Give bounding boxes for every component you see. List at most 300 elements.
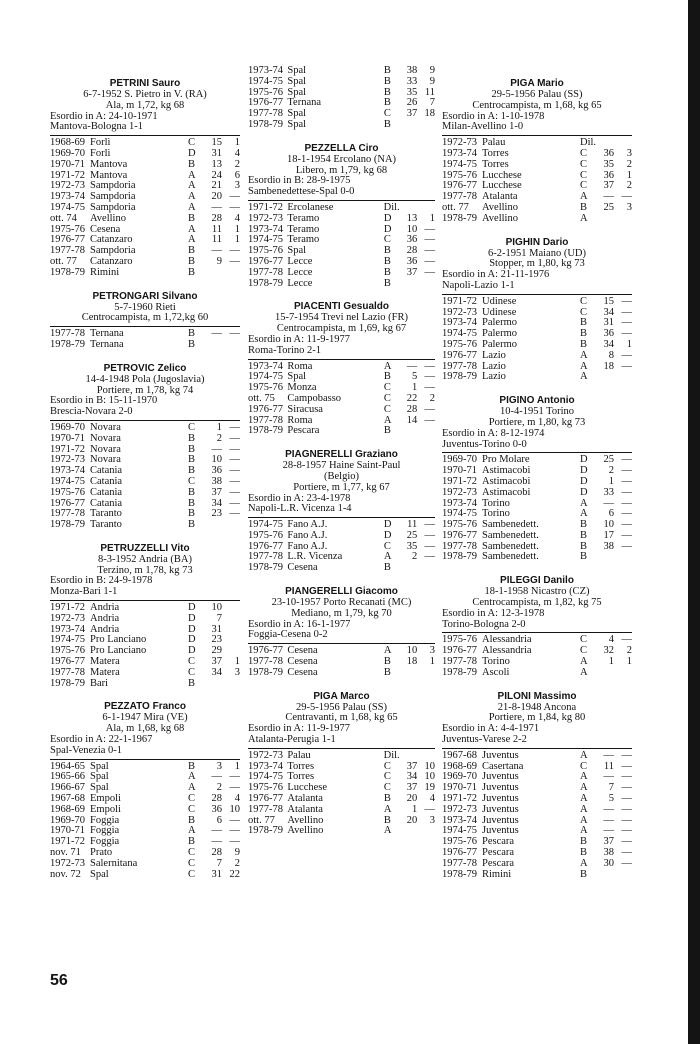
team-name: Teramo [287,235,320,246]
team-name: Rimini [482,869,512,880]
goals: — [424,540,436,552]
debut-line: Juventus-Varese 2-2 [442,734,527,746]
appearances: 23 [211,634,222,646]
season-row [442,870,632,881]
season-year: 1973-74 [50,465,85,477]
appearances: 1 [608,656,614,668]
series: A [580,749,588,761]
season-year: 1974-75 [50,475,85,487]
divider [248,359,435,360]
season-row [50,859,240,870]
goals: 3 [626,201,632,213]
debut-line: Esordio in B: 15-11-1970 [50,395,158,407]
series: A [188,191,196,203]
season-year: 1978-79 [50,677,85,689]
team-name: Novara [90,444,121,455]
team-name: Matera [90,667,120,678]
appearances: — [211,825,222,837]
season-year: 1976-77 [442,349,477,361]
team-name: Lucchese [482,170,522,181]
appearances: 37 [603,180,614,192]
appearances: 36 [406,255,418,267]
season-year: 1968-69 [50,137,85,149]
season-row [50,870,240,881]
season-year: 1972-73 [442,486,477,498]
player-info: Portiere, m 1,77, kg 67 [293,481,390,493]
team-name: Spal [90,783,109,794]
series: D [383,223,392,235]
goals: — [229,443,240,455]
goals: — [621,634,632,646]
player-info: Centrocampista, m 1,82, kg 75 [472,597,602,609]
team-name: Campobasso [287,393,342,404]
appearances [204,520,222,531]
appearances: 37 [211,486,222,498]
player-name: PIGA Mario [510,78,564,89]
player-info: 14-4-1948 Pola (Jugoslavia) [85,373,205,385]
team-name: Atalanta [482,192,518,203]
series: B [580,836,588,848]
goals: — [621,486,632,498]
team-name: Pro Molare [482,455,530,466]
goals: — [229,255,240,267]
team-name: Lecce [287,267,313,278]
series: B [188,486,196,498]
season-row [50,160,240,171]
appearances: 2 [608,465,614,477]
appearances: 22 [406,392,418,404]
goals: — [621,857,632,869]
series: B [188,432,196,444]
appearances: 29 [211,645,222,657]
team-name: Juventus [482,826,519,837]
series: A [383,414,392,426]
debut-line: Napoli-Lazio 1-1 [442,279,515,291]
team-name: Novara [90,422,121,433]
goals: — [621,465,632,477]
series: D [188,645,196,657]
series: B [383,814,391,826]
goals: — [424,371,436,383]
season-year: 1972-73 [50,857,85,869]
season-year: ott. 77 [442,201,469,213]
season-year: 1977-78 [248,266,283,278]
team-name: Fano A.J. [287,530,328,541]
appearances [400,279,418,290]
player-entry [248,691,435,838]
team-name: Spal [287,109,307,120]
season-year: 1971-72 [50,602,85,614]
series: A [188,825,196,837]
appearances: 20 [406,814,418,826]
series: B [188,454,196,466]
team-name: Mantova [90,159,128,170]
series: A [188,771,196,783]
goals: — [229,771,240,783]
season-year: 1978-79 [248,562,283,574]
team-name: Atalanta [287,794,323,805]
season-row [50,488,240,499]
season-year: 1978-79 [442,212,477,224]
goals: 2 [626,158,632,170]
season-year: 1972-73 [50,612,85,624]
season-year: 1972-73 [50,180,85,192]
season-year: 1977-78 [248,551,283,563]
player-info: 6-2-1951 Maiano (UD) [488,247,586,259]
debut-line: Juventus-Torino 0-0 [442,438,527,450]
season-row [442,297,632,308]
series: B [383,793,391,805]
season-year: 1975-76 [50,486,85,498]
season-year: 1978-79 [442,868,477,880]
goals [417,563,435,574]
team-name: Andria [90,603,120,614]
series: B [383,425,391,437]
player-name: PEZZELLA Ciro [304,142,379,154]
team-name: Cesena [287,563,318,574]
appearances: — [211,771,222,783]
season-year: 1970-71 [50,158,85,170]
series: A [580,857,588,869]
season-year: 1977-78 [50,508,85,520]
appearances: 25 [406,529,418,541]
season-year: 1972-73 [50,454,85,466]
team-name: Catania [90,487,123,498]
divider [50,135,240,136]
column-3 [442,66,632,880]
series: A [188,782,196,794]
goals: — [621,475,632,487]
team-name: Torres [482,159,509,170]
team-name: Cesena [287,646,318,657]
appearances [596,372,614,383]
page-edge [688,0,700,1044]
series: D [188,634,196,646]
goals: 3 [234,666,240,678]
player-info: Ala, m 1,68, kg 68 [105,723,185,735]
appearances: 31 [211,868,222,880]
player-info: Portiere, m 1,80, kg 73 [488,416,586,428]
appearances: 36 [211,465,222,477]
season-row [50,268,240,279]
series: A [188,201,196,213]
appearances: 28 [406,245,418,257]
goals: 11 [424,86,436,98]
player-name: PIGINO Antonio [499,395,575,407]
series: B [580,328,588,340]
goals: — [424,266,436,278]
season-year: 1976-77 [442,645,477,657]
goals: 18 [424,108,436,120]
series: Dil. [580,137,597,149]
season-row [248,668,435,679]
appearances: 1 [608,475,614,487]
team-name: Spal [287,246,307,257]
goals: — [621,306,632,318]
goals: — [621,814,632,826]
goals: 3 [234,180,240,192]
team-name: Ternana [90,329,124,340]
season-year: 1975-76 [50,223,85,235]
goals: — [229,508,240,520]
team-name: Andria [90,624,120,635]
season-year: 1977-78 [442,191,477,203]
debut-line: Milan-Avellino 1-0 [442,121,524,133]
appearances [400,426,418,437]
goals: — [621,836,632,848]
appearances: 10 [406,223,418,235]
appearances: 30 [603,857,614,869]
divider [442,748,632,749]
season-year: 1968-69 [442,760,477,772]
team-name: Avellino [90,213,126,224]
appearances: 10 [406,645,418,657]
goals: — [229,475,240,487]
series: D [383,519,392,531]
appearances: 5 [412,371,418,383]
season-row [248,268,435,279]
season-year: 1973-74 [442,497,477,509]
series: B [188,328,196,340]
appearances: 10 [211,602,222,614]
player-entry [442,575,632,678]
season-year: 1969-70 [50,814,85,826]
appearances [596,870,614,881]
team-name: Andria [90,613,120,624]
goals: — [621,519,632,531]
season-year: 1975-76 [248,382,283,394]
appearances: 36 [211,803,222,815]
season-year: 1974-75 [442,825,477,837]
team-name: Udinese [482,307,517,318]
season-row [442,805,632,816]
divider [442,135,632,136]
series: C [580,158,588,170]
appearances: — [603,191,614,203]
season-year: 1971-72 [50,836,85,848]
goals [222,614,240,625]
appearances: 11 [407,519,418,531]
series: D [580,454,588,466]
appearances: 13 [406,212,418,224]
series: C [188,857,196,869]
goals: 9 [234,847,240,859]
player-info: 15-7-1954 Trevi nel Lazio (FR) [275,312,408,324]
season-year: 1978-79 [248,118,283,130]
player-info: Mediano, m 1,79, kg 70 [291,607,392,619]
series: D [188,623,196,635]
season-year: 1969-70 [442,771,477,783]
goals [417,426,435,437]
series: A [580,782,588,794]
series: D [580,465,588,477]
series: C [188,793,196,805]
team-name: Palermo [482,318,517,329]
team-name: Empoli [90,794,121,805]
debut-line: Esordio in A: 23-4-1978 [248,492,351,504]
season-year: 1968-69 [50,803,85,815]
appearances: 34 [603,306,614,318]
team-name: Torino [482,657,510,668]
appearances: 38 [603,847,614,859]
team-name: Torres [287,761,315,772]
goals: 1 [234,223,240,235]
player-info: 18-1-1958 Nicastro (CZ) [484,586,590,598]
season-row [248,214,435,225]
appearances: 36 [603,147,614,159]
appearances: 34 [211,497,222,509]
season-year: 1977-78 [50,328,85,340]
appearances: 1 [412,803,418,815]
team-name: Fano A.J. [287,541,328,552]
season-year: 1977-78 [248,656,283,668]
debut-line: Roma-Torino 2-1 [248,344,322,356]
season-year: 1977-78 [442,857,477,869]
appearances: 20 [211,191,222,203]
divider [442,632,632,633]
appearances: 38 [603,540,614,552]
goals: — [424,403,436,415]
season-year: nov. 72 [50,868,81,880]
player-info: Portiere, m 1,84, kg 80 [488,712,586,724]
season-year: 1978-79 [248,666,283,678]
series: C [383,392,391,404]
goals: 9 [429,75,436,87]
season-row [248,279,435,290]
series: B [188,836,196,848]
season-year: 1973-74 [248,65,283,76]
divider [50,326,240,327]
appearances: 5 [608,793,614,805]
series: B [188,519,196,531]
team-name: Teramo [287,213,320,224]
team-name: Pescara [482,858,515,869]
season-year: 1973-74 [248,223,283,235]
team-name: Lazio [482,372,506,383]
debut-line: Spal-Venezia 0-1 [50,744,123,756]
series: B [580,317,588,329]
team-name: Torres [287,772,315,783]
goals: 1 [234,234,240,246]
season-year: 1974-75 [248,771,283,783]
appearances: 33 [406,75,418,87]
team-name: Alessandria [482,635,532,646]
team-name: Prato [90,848,113,859]
season-year: nov. 71 [50,847,81,859]
appearances: 32 [603,645,614,657]
player-name: PIACENTI Gesualdo [293,301,389,313]
appearances: 8 [608,349,614,361]
series: A [580,771,588,783]
team-name: Bari [90,678,109,689]
goals: — [229,328,240,340]
season-year: 1975-76 [442,634,477,646]
series: C [580,180,588,192]
appearances: 14 [406,414,418,426]
goals [614,214,632,225]
season-year: 1974-75 [442,508,477,520]
goals [222,340,240,351]
team-name: Ternana [90,339,124,350]
goals: 4 [234,147,240,159]
appearances: 35 [406,540,418,552]
season-row [442,552,632,563]
appearances: 1 [216,421,222,433]
goals: 1 [626,656,632,668]
season-row [442,859,632,870]
debut-line: Esordio in A: 24-10-1971 [50,110,158,122]
appearances: 34 [603,338,614,350]
divider [442,452,632,453]
appearances: 15 [603,295,614,307]
team-name: Juventus [482,815,519,826]
team-name: Spal [90,869,109,880]
team-name: Ercolanese [287,202,334,213]
team-name: Foggia [90,837,120,848]
player-entry [50,78,240,279]
season-year: 1973-74 [442,814,477,826]
goals: — [229,454,240,466]
appearances: 11 [211,234,222,246]
series: C [188,475,196,487]
team-name: Spal [287,87,307,98]
season-year: 1976-77 [248,97,283,109]
divider [50,759,240,760]
debut-line: Atalanta-Perugia 1-1 [248,734,336,746]
team-name: Alessandria [482,646,532,657]
goals: — [424,382,436,394]
series: B [383,666,391,678]
player-name: PILEGGI Danilo [500,575,574,587]
team-name: Pro Lanciano [90,635,147,646]
goals: 4 [429,793,436,805]
goals: 7 [429,97,436,109]
player-info: 23-10-1957 Porto Recanati (MC) [271,597,412,609]
goals: 10 [229,803,240,815]
series: C [188,137,196,149]
season-year: 1973-74 [50,623,85,635]
appearances: 17 [603,529,614,541]
season-year: 1970-71 [50,825,85,837]
debut-line: Napoli-L.R. Vicenza 1-4 [248,503,352,515]
goals: 1 [234,760,240,772]
series: B [383,266,391,278]
goals [614,668,632,679]
series: B [188,338,196,350]
season-year: 1971-72 [50,443,85,455]
appearances: — [211,443,222,455]
season-year: 1965-66 [50,771,85,783]
debut-line: Esordio in A: 12-3-1978 [442,607,545,619]
season-row [442,668,632,679]
season-year: 1974-75 [50,201,85,213]
team-name: Novara [90,433,121,444]
series: D [188,602,196,614]
goals: — [229,836,240,848]
player-info: Centrocampista, m 1,72,kg 60 [81,312,209,324]
appearances: 34 [211,666,222,678]
team-name: Pescara [482,837,515,848]
series: D [188,612,196,624]
team-name: Torres [482,148,509,159]
goals: — [621,540,632,552]
team-name: Avellino [482,202,518,213]
series: C [383,382,391,394]
series: Dil. [383,201,400,213]
goals: — [424,223,436,235]
appearances: 34 [406,771,418,783]
series: A [580,191,588,203]
